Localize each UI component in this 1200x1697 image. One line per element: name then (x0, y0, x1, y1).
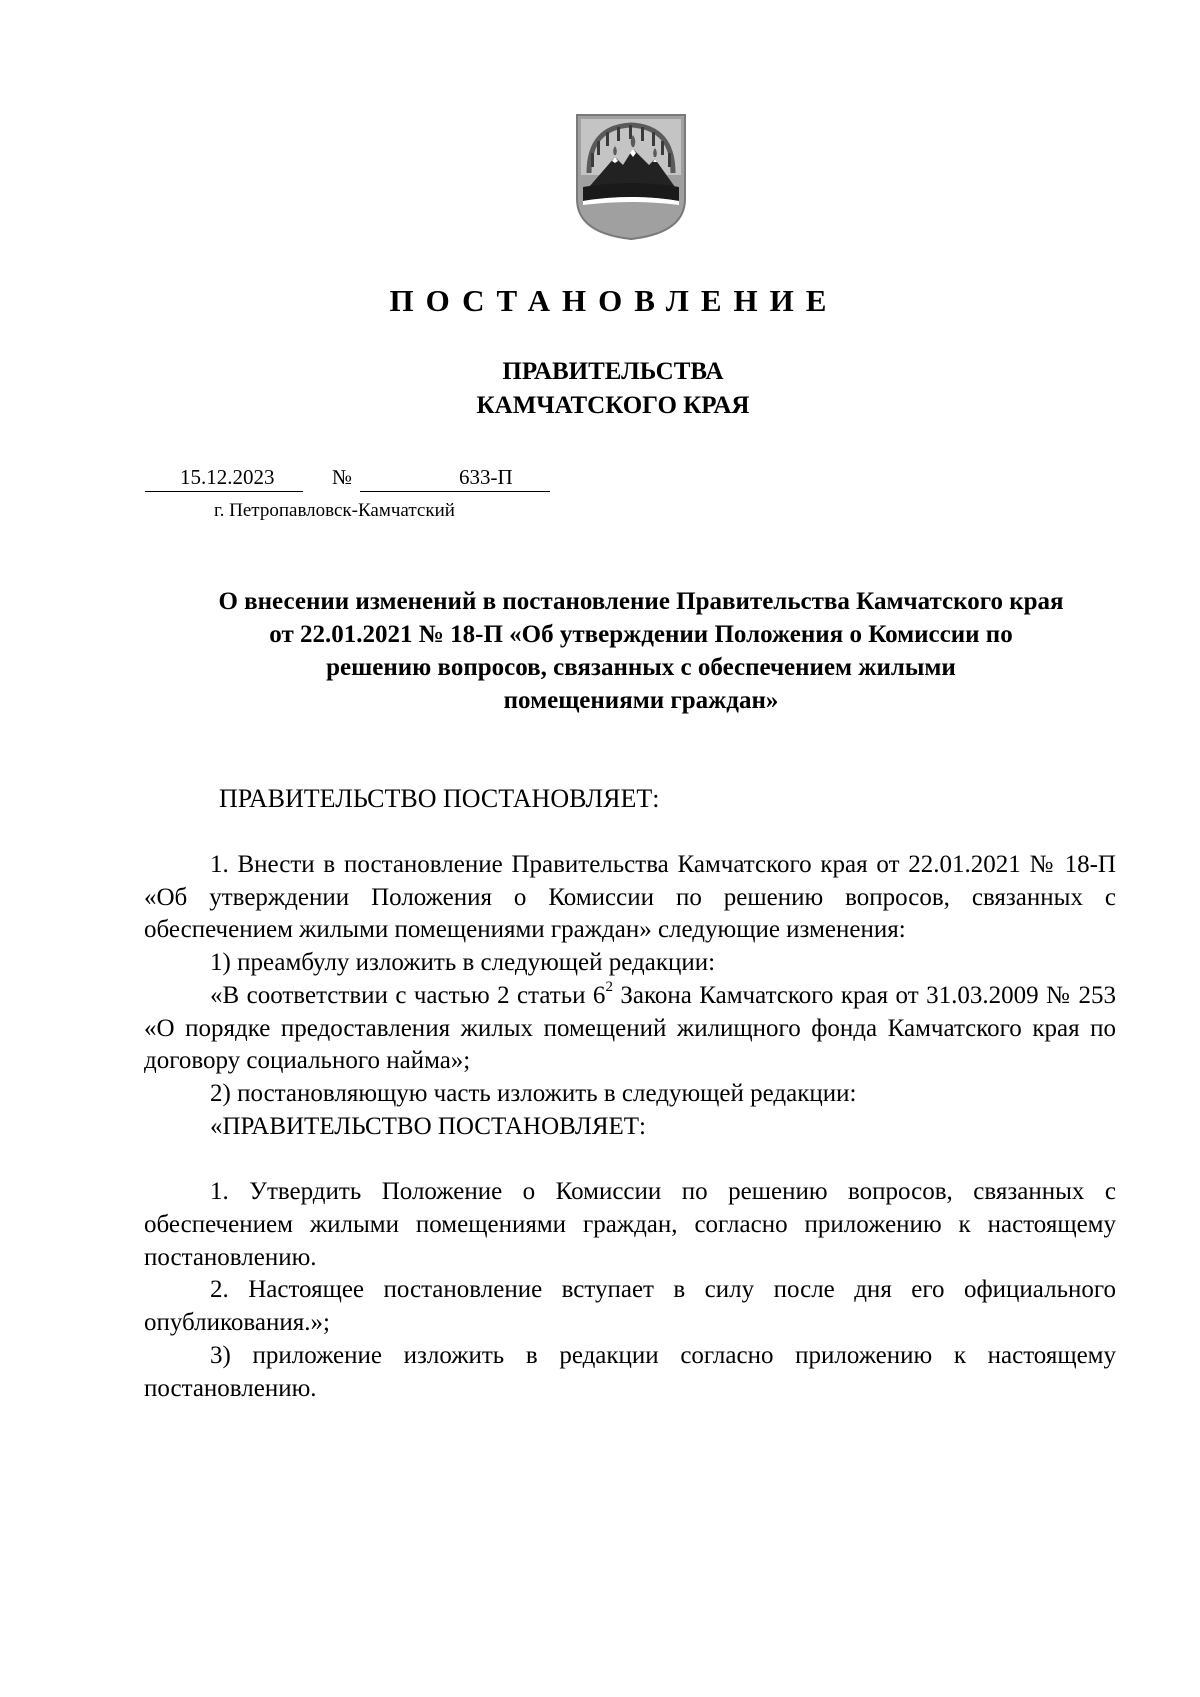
number-sign: № (332, 465, 353, 489)
kamchatka-coat-of-arms-icon (575, 113, 687, 241)
paragraph-2: 1) преамбулу изложить в следующей редакции: (210, 949, 716, 977)
title-line-1: О внесении изменений в постановление Правительства Камчатского края (218, 588, 1064, 615)
issuer-heading (0, 355, 1200, 423)
issuer-line-1: ПРАВИТЕЛЬСТВА (502, 358, 724, 385)
paragraph-4: 2) постановляющую часть изложить в следующей редакции: (210, 1079, 857, 1107)
document-number: 633-П (459, 465, 513, 489)
document-body (144, 849, 1116, 1405)
title-line-2: от 22.01.2021 № 18-П «Об утверждении Положения о Комиссии по (269, 621, 1013, 648)
paragraph-1: 1. Внести в постановление Правительства Камчатского края от 22.01.2021 № 18-П «Об утверждении Положения о Комиссии по решению вопросов, связанных с обеспечением жилыми помещениями граждан» следующие изменения: (144, 851, 1116, 944)
title-line-4: помещениями граждан» (503, 687, 779, 714)
date-underline (145, 491, 303, 492)
paragraph-3-start: «В соответствии с частью 2 статьи 6 (210, 981, 606, 1009)
paragraph-3-end: Закона Камчатского края от 31.03.2009 № 253 «О порядке предоставления жилых помещений жилищного фонда Камчатского края по договору социального найма»; (144, 981, 1117, 1075)
paragraph-7: 2. Настоящее постановление вступает в силу после дня его официального опубликования.»; (144, 1276, 1116, 1337)
decree-heading: ПРАВИТЕЛЬСТВО ПОСТАНОВЛЯЕТ: (219, 784, 660, 813)
document-title (150, 585, 1132, 717)
issuer-line-2: КАМЧАТСКОГО КРАЯ (476, 392, 750, 419)
document-date: 15.12.2023 (180, 465, 275, 489)
title-line-3: решению вопросов, связанных с обеспечением жилыми (326, 654, 956, 681)
paragraph-5: «ПРАВИТЕЛЬСТВО ПОСТАНОВЛЯЕТ: (210, 1112, 646, 1140)
paragraph-6: 1. Утвердить Положение о Комиссии по решению вопросов, связанных с обеспечением жилыми помещениями граждан, согласно приложению к настоящему постановлению. (144, 1178, 1116, 1271)
place-of-issue: г. Петропавловск-Камчатский (214, 500, 455, 521)
registration-line (145, 463, 550, 493)
paragraph-8: 3) приложение изложить в редакции согласно приложению к настоящему постановлению. (144, 1341, 1116, 1402)
document-type-heading: ПОСТАНОВЛЕНИЕ (389, 283, 839, 318)
number-underline (360, 491, 550, 492)
paragraph-3-superscript: 2 (605, 979, 613, 996)
paragraph-3 (144, 980, 1116, 1078)
